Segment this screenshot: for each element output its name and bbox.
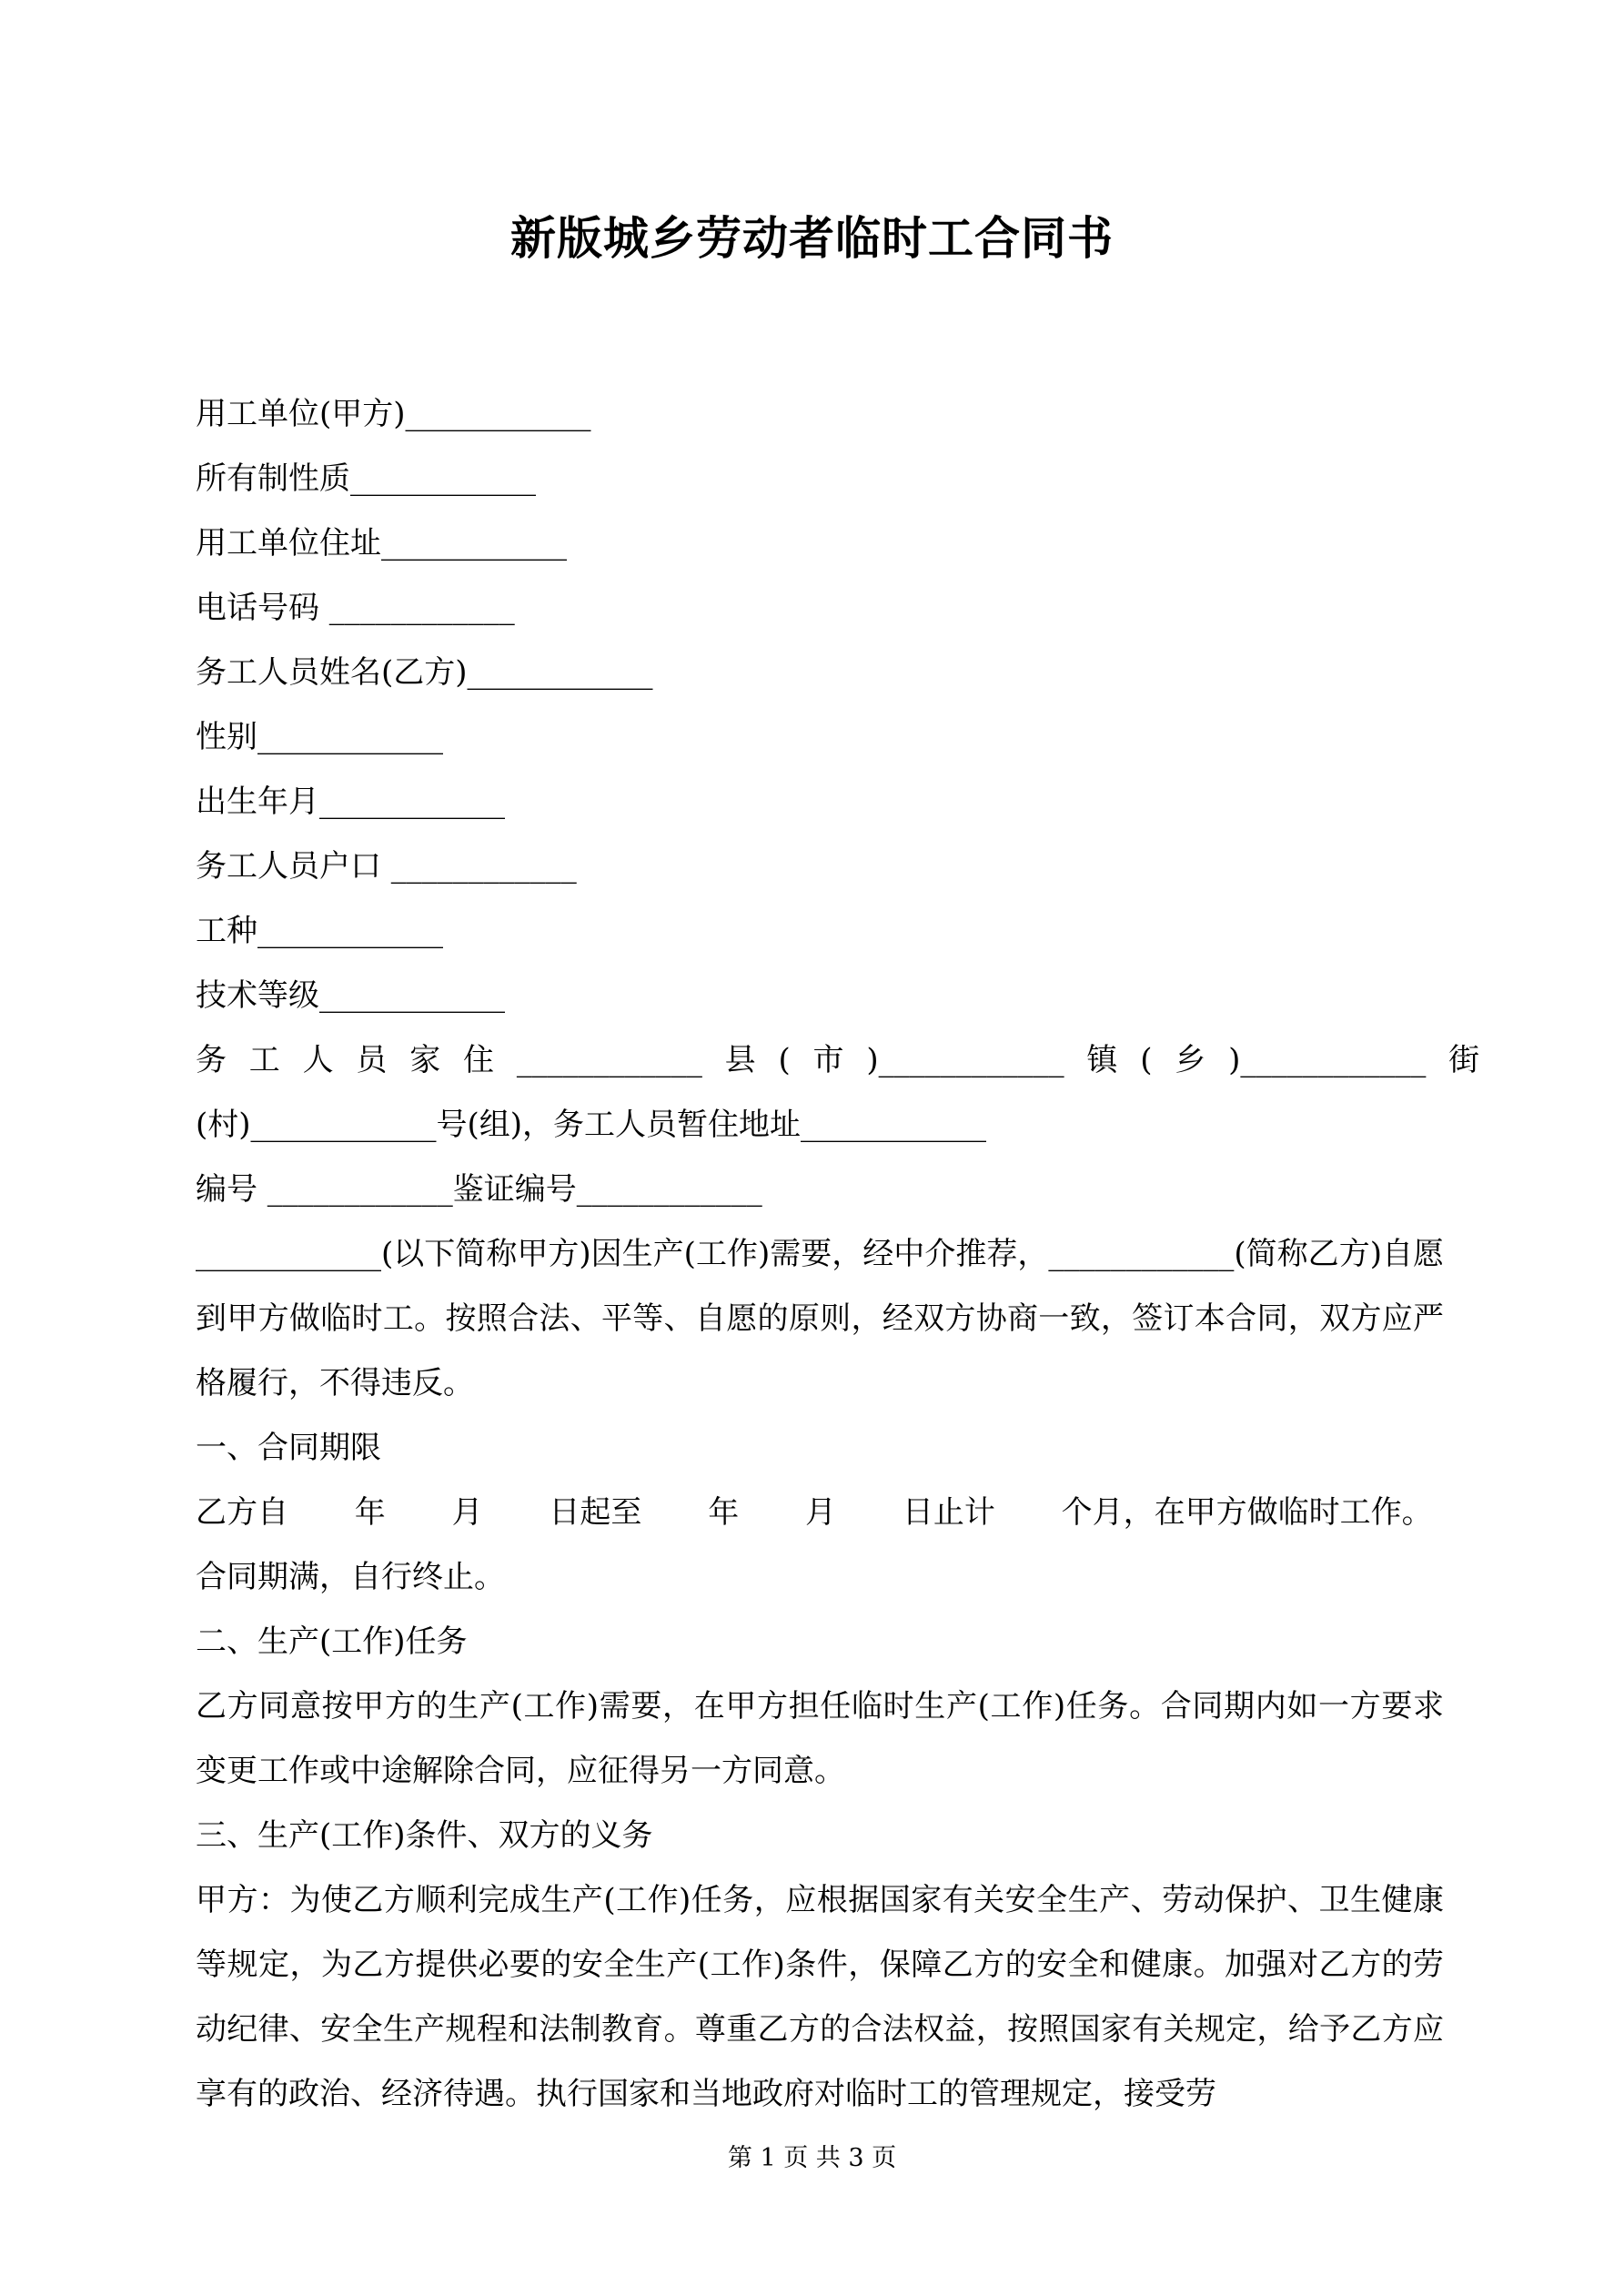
term-sentence-end: 合同期满，自行终止。 [196,1559,505,1595]
field-contract-number: 编号 ____________鉴证编号____________ [196,1171,762,1208]
field-home-address: 务 工 人 员 家 住 ____________ 县 ( 市 )____________ 镇 ( 乡 )____________ 街 [196,1042,1480,1078]
field-phone: 电话号码 ____________ [196,590,515,626]
section-heading-task: 二、生产(工作)任务 [196,1623,468,1660]
field-skill-level: 技术等级____________ [196,977,505,1014]
section-heading-term: 一、合同期限 [196,1430,381,1466]
field-household: 务工人员户口 ____________ [196,848,577,885]
term-sentence: 乙方自 年 月 日起至 年 月 日止计 个月，在甲方做临时工作。 [196,1494,1433,1531]
field-birth-date: 出生年月____________ [196,784,505,820]
field-temp-address: (村)____________号(组)，务工人员暂住地址____________ [196,1107,987,1143]
intro-paragraph: ____________(以下简称甲方)因生产(工作)需要，经中介推荐，____________(简称乙方)自愿到甲方做临时工。按照合法、平等、自愿的原则，经双方协商一致，签订本合同，双方应严格履行，不得违反。 [196,1236,1444,1401]
page-number: 第 1 页 共 3 页 [727,2144,897,2172]
field-employer-address: 用工单位住址____________ [196,525,567,561]
field-worker-name: 务工人员姓名(乙方)____________ [196,654,653,691]
page-title: 新版城乡劳动者临时工合同书 [510,211,1114,265]
document-body [196,382,1480,2127]
field-job-type: 工种____________ [196,913,443,949]
section-heading-conditions: 三、生产(工作)条件、双方的义务 [196,1817,653,1854]
conditions-paragraph: 甲方：为使乙方顺利完成生产(工作)任务，应根据国家有关安全生产、劳动保护、卫生健康等规定，为乙方提供必要的安全生产(工作)条件，保障乙方的安全和健康。加强对乙方的劳动纪律、安全生产规程和法制教育。尊重乙方的合法权益，按照国家有关规定，给予乙方应享有的政治、经济待遇。执行国家和当地政府对临时工的管理规定，接受劳 [196,1882,1444,2112]
field-employer: 用工单位(甲方)____________ [196,396,591,432]
field-ownership: 所有制性质____________ [196,460,536,497]
task-paragraph: 乙方同意按甲方的生产(工作)需要，在甲方担任临时生产(工作)任务。合同期内如一方要求变更工作或中途解除合同，应征得另一方同意。 [196,1688,1444,1789]
field-gender: 性别____________ [196,719,443,755]
